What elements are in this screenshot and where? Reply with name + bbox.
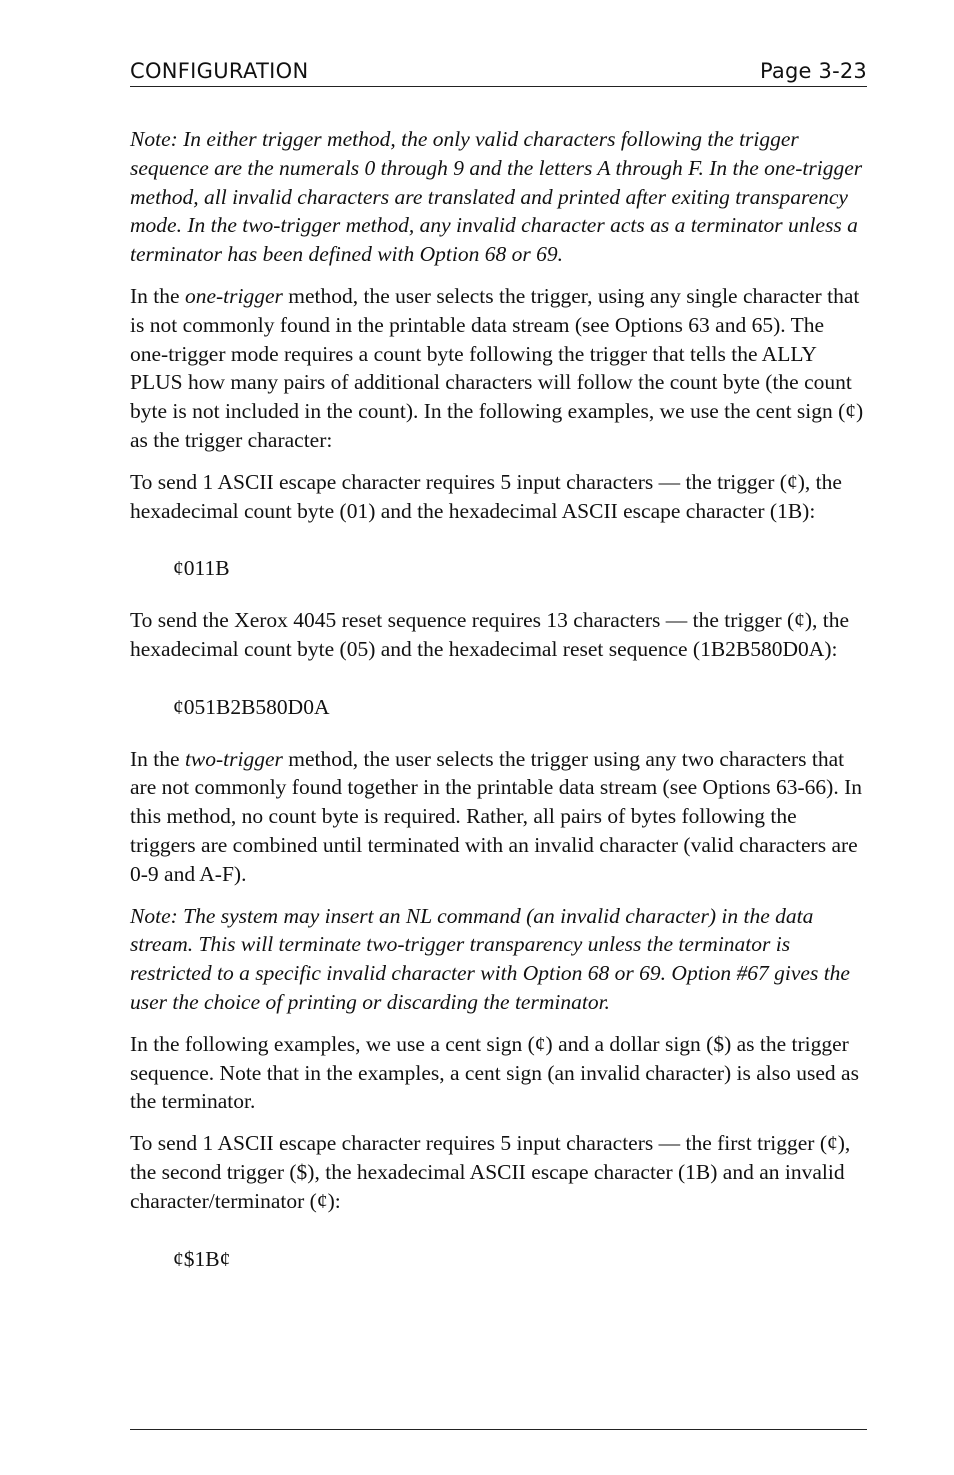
page-number: Page 3-23 — [760, 59, 867, 83]
paragraph-xerox-example: To send the Xerox 4045 reset sequence requires 13 characters — the trigger (¢), the hexadecimal count byte (05) and the hexadecimal reset sequence (1B2B580D0A): — [130, 608, 850, 661]
page-body — [130, 125, 867, 1273]
code-example-two-trigger-escape: ¢$1B¢ — [173, 1246, 231, 1271]
paragraph-two-trigger — [130, 745, 867, 889]
footer-rule — [130, 1429, 867, 1430]
paragraph-two-trigger-examples: In the following examples, we use a cent sign (¢) and a dollar sign ($) as the trigger sequence. Note that in the examples, a cent sign (an invalid character) is also used as the terminator. — [130, 1031, 859, 1114]
section-title: CONFIGURATION — [130, 59, 309, 83]
paragraph-escape-example: To send 1 ASCII escape character requires 5 input characters — the trigger (¢), the hexadecimal count byte (01) and the hexadecimal ASCII escape character (1B): — [130, 469, 842, 523]
code-example-escape: ¢011B — [173, 556, 230, 581]
page-header — [130, 58, 867, 87]
paragraph-two-trigger-escape: To send 1 ASCII escape character requires 5 input characters — the first trigger (¢), the second trigger ($), the hexadecimal ASCII escape character (1B) and an invalid character/terminator (¢): — [130, 1131, 851, 1213]
code-example-xerox-reset: ¢051B2B580D0A — [173, 694, 330, 719]
term-two-trigger: two-trigger — [184, 746, 283, 771]
paragraph-two-trigger-prefix: In the — [130, 746, 185, 771]
note-nl-command: Note: The system may insert an NL command (an invalid character) in the data stream. This will terminate two-trigger transparency unless the terminator is restricted to a specific invalid character with Option 68 or 69. Option #67 gives the user the choice of printing or discarding the terminator. — [130, 903, 850, 1014]
paragraph-one-trigger-prefix: In the — [130, 283, 185, 308]
manual-page — [130, 58, 867, 1296]
note-trigger-validity: Note: In either trigger method, the only valid characters following the trigger sequence are the numerals 0 through 9 and the letters A through F. In the one-trigger method, all invalid characters are translated and printed after exiting transparency mode. In the two-trigger method, any invalid character acts as a terminator unless a terminator has been defined with Option 68 or 69. — [130, 127, 863, 267]
term-one-trigger: one-trigger — [184, 283, 283, 308]
paragraph-one-trigger-text: method, the user selects the trigger, using any single character that is not commonly found in the printable data stream (see Options 63 and 65). The one-trigger mode requires a count byte following the trigger that tells the ALLY PLUS how many pairs of additional characters will follow the count byte (the count byte is not included in the count). In the following examples, we use the cent sign (¢) as the trigger character: — [130, 283, 864, 452]
paragraph-one-trigger — [130, 282, 867, 455]
paragraph-two-trigger-text: method, the user selects the trigger using any two characters that are not commonly found together in the printable data stream (see Options 63-66). In this method, no count byte is required. Rather, all pairs of bytes following the triggers are combined until terminated with an invalid character (valid characters are 0-9 and A-F). — [130, 746, 862, 886]
